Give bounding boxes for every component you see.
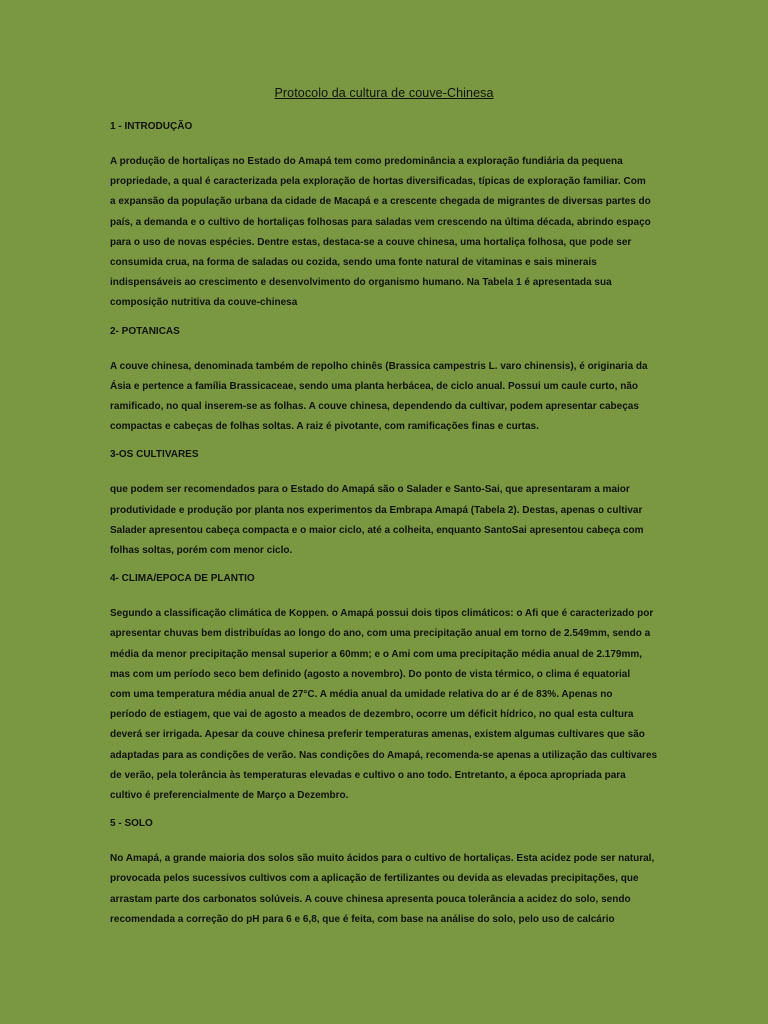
- paragraph-line: para o uso de novas espécies. Dentre estas, destaca-se a couve chinesa, uma hortaliça folhosa, que pode ser: [110, 236, 632, 248]
- paragraph-line: A produção de hortaliças no Estado do Amapá tem como predominância a exploração fundiária da pequena: [110, 156, 623, 167]
- document-title: Protocolo da cultura de couve-Chinesa: [274, 86, 494, 100]
- paragraph-line: com uma temperatura média anual de 27°C. A média anual da umidade relativa do ar é de 83%. Apenas no: [110, 689, 613, 701]
- paragraph-line: adaptadas para as condições de verão. Nas condições do Amapá, recomenda-se apenas a utilização das cultivares: [110, 749, 658, 761]
- paragraph-line: indispensáveis ao crescimento e desenvolvimento do organismo humano. Na Tabela 1 é apresentada sua: [110, 277, 612, 289]
- paragraph-line: apresentar chuvas bem distribuídas ao longo do ano, com uma precipitação anual em torno de 2.549mm, sendo a: [110, 628, 651, 640]
- section-paragraph: [110, 604, 658, 806]
- paragraph-line: composição nutritiva da couve-chinesa: [110, 297, 298, 309]
- paragraph-line: propriedade, a qual é caracterizada pela exploração de hortas diversificadas, típicas de exploração familiar. Com: [110, 176, 646, 188]
- section-heading: 4- CLIMA/EPOCA DE PLANTIO: [110, 573, 255, 585]
- paragraph-line: A couve chinesa, denominada também de repolho chinês (Brassica campestris L. varo chinensis), é originaria da: [110, 360, 648, 372]
- paragraph-line: mas com um período seco bem definido (agosto a novembro). Do ponto de vista térmico, o clima é equatorial: [110, 668, 631, 680]
- paragraph-line: provocada pelos sucessivos cultivos com a aplicação de fertilizantes ou devida as elevadas precipitações, que: [110, 873, 639, 885]
- section-heading: 5 - SOLO: [110, 818, 153, 830]
- document-body: [110, 120, 658, 930]
- section-paragraph: [110, 480, 658, 561]
- section-paragraph: [110, 357, 658, 438]
- paragraph-line: compactas e cabeças de folhas soltas. A raiz é pivotante, com ramificações finas e curtas.: [110, 421, 539, 433]
- paragraph-line: Salader apresentou cabeça compacta e o maior ciclo, até a colheita, enquanto SantoSai apresentou cabeça com: [110, 524, 644, 536]
- document-page: [110, 86, 658, 941]
- section-paragraph: [110, 849, 658, 930]
- paragraph-line: a expansão da população urbana da cidade de Macapá e a crescente chegada de migrantes de diversas partes do: [110, 196, 651, 208]
- paragraph-line: Segundo a classificação climática de Koppen. o Amapá possui dois tipos climáticos: o Afi que é caracterizado por: [110, 608, 654, 620]
- section-heading: 3-OS CULTIVARES: [110, 449, 199, 461]
- paragraph-line: arrastam parte dos carbonatos solúveis. A couve chinesa apresenta pouca tolerância a acidez do solo, sendo: [110, 893, 631, 905]
- section-paragraph: [110, 152, 658, 314]
- paragraph-line: cultivo é preferencialmente de Março a Dezembro.: [110, 790, 349, 802]
- paragraph-line: recomendada a correção do pH para 6 e 6,8, que é feita, com base na análise do solo, pelo uso de calcário: [110, 913, 615, 925]
- paragraph-line: média da menor precipitação mensal superior a 60mm; e o Ami com uma precipitação média anual de 2.179mm,: [110, 648, 643, 660]
- paragraph-line: Ásia e pertence a família Brassicaceae, sendo uma planta herbácea, de ciclo anual. Possui um caule curto, não: [110, 380, 638, 392]
- paragraph-line: produtividade e produção por planta nos experimentos da Embrapa Amapá (Tabela 2). Destas, apenas o cultivar: [110, 504, 643, 516]
- paragraph-line: de verão, pela tolerância às temperaturas elevadas e cultivo o ano todo. Entretanto, a época apropriada para: [110, 769, 626, 781]
- paragraph-line: consumida crua, na forma de saladas ou cozida, sendo uma fonte natural de vitaminas e sais minerais: [110, 257, 597, 269]
- paragraph-line: deverá ser irrigada. Apesar da couve chinesa preferir temperaturas amenas, existem algumas cultivares que são: [110, 729, 645, 741]
- paragraph-line: período de estiagem, que vai de agosto a meados de dezembro, ocorre um déficit hídrico, no qual esta cultura: [110, 709, 634, 721]
- section-heading: 1 - INTRODUÇÃO: [110, 121, 193, 132]
- paragraph-line: No Amapá, a grande maioria dos solos são muito ácidos para o cultivo de hortaliças. Esta acidez pode ser natural,: [110, 853, 655, 865]
- paragraph-line: país, a demanda e o cultivo de hortaliças folhosas para saladas vem crescendo na última década, abrindo espaço: [110, 216, 651, 228]
- paragraph-line: folhas soltas, porém com menor ciclo.: [110, 545, 293, 557]
- paragraph-line: que podem ser recomendados para o Estado do Amapá são o Salader e Santo-Sai, que apresentaram a maior: [110, 484, 630, 496]
- paragraph-line: ramificado, no qual inserem-se as folhas. A couve chinesa, dependendo da cultivar, podem apresentar cabeças: [110, 401, 639, 413]
- section-heading: 2- POTANICAS: [110, 325, 180, 337]
